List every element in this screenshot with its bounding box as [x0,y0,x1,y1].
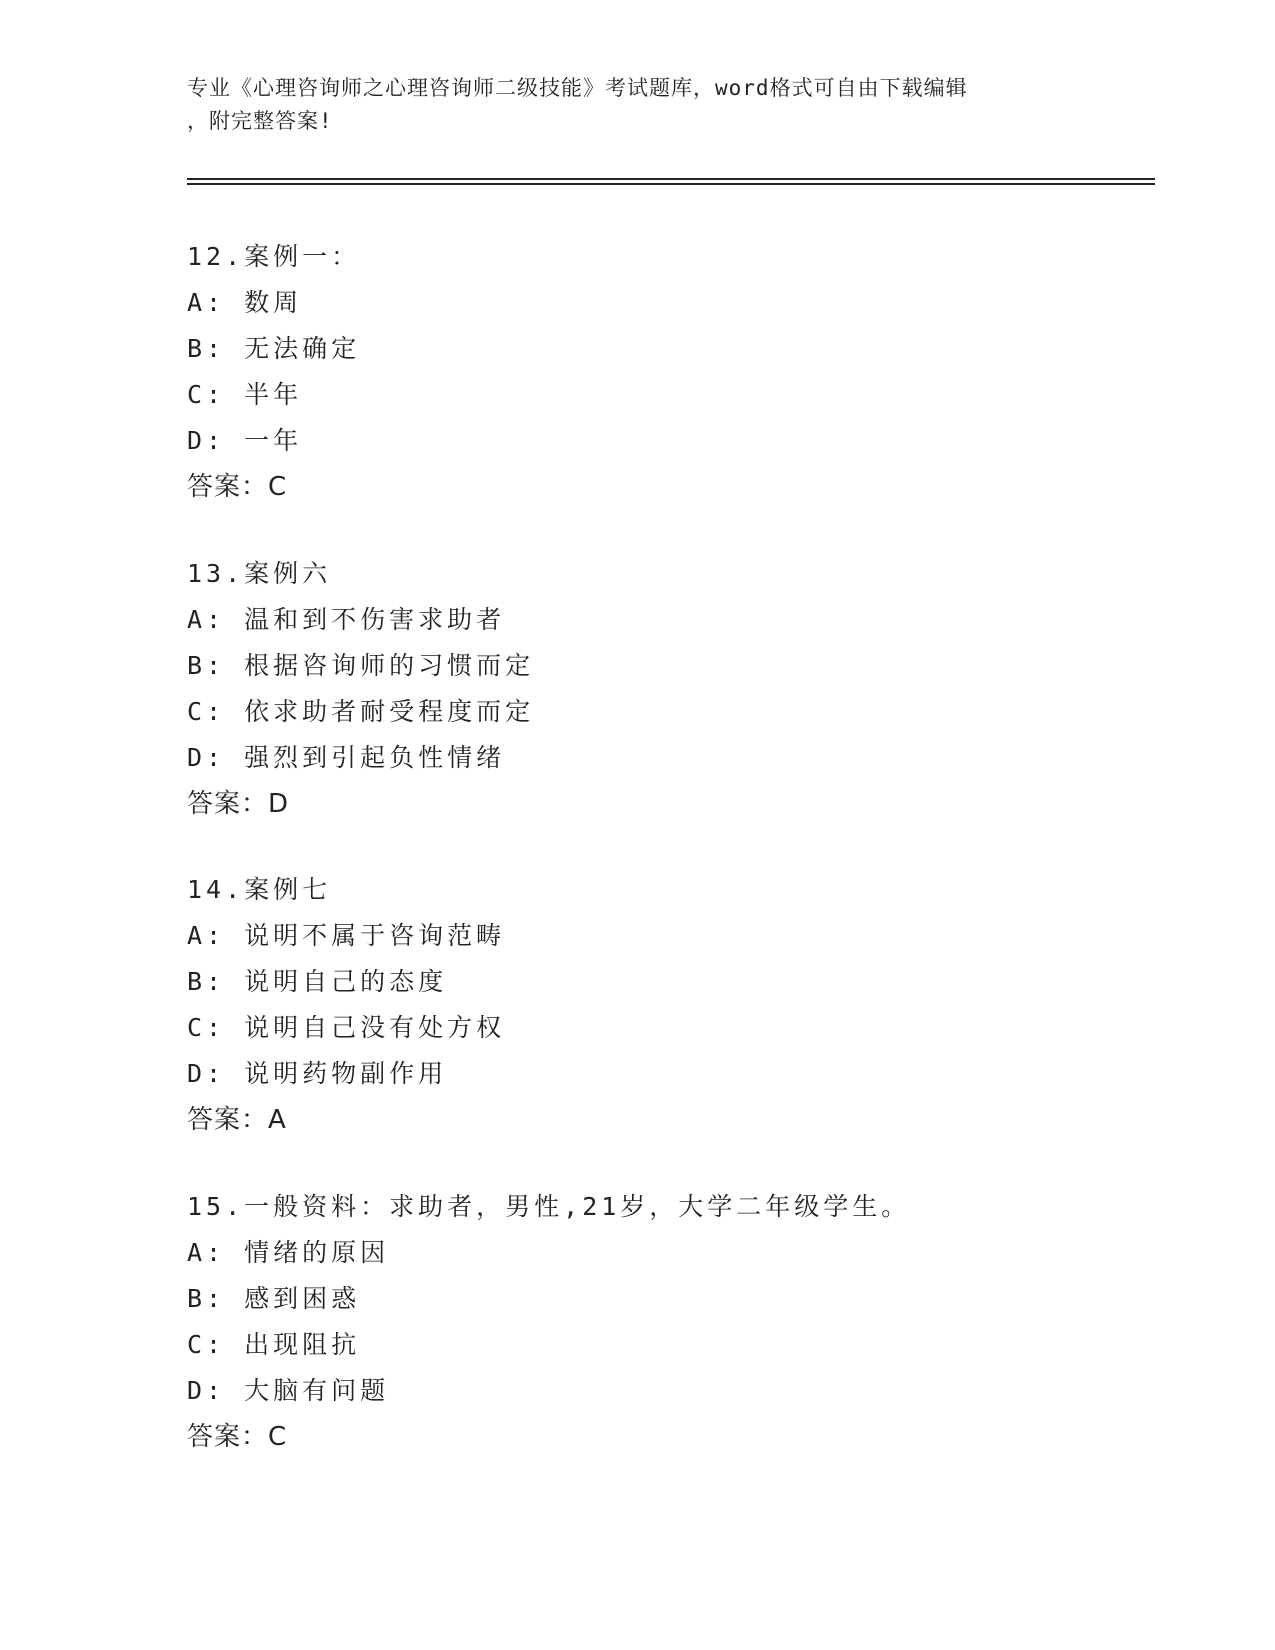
option-b: B: 无法确定 [187,334,361,363]
option-b: B: 感到困惑 [187,1284,361,1313]
question-stem: 13.案例六 [187,559,332,588]
question-12 [187,234,1087,510]
question-13 [187,551,1087,827]
header-line-2: ，附完整答案! [187,109,333,133]
option-c: C: 说明自己没有处方权 [187,1013,506,1042]
header-divider-top [187,178,1155,180]
option-d: D: 说明药物副作用 [187,1059,448,1088]
option-d: D: 强烈到引起负性情绪 [187,743,506,772]
option-d: D: 一年 [187,426,303,455]
answer-key: 答案：C [187,1422,288,1452]
option-a: A: 说明不属于咨询范畴 [187,921,506,950]
option-a: A: 数周 [187,288,303,317]
option-a: A: 温和到不伤害求助者 [187,605,506,634]
header-divider-bottom [187,183,1155,185]
answer-key: 答案：A [187,1105,287,1135]
answer-key: 答案：D [187,789,290,819]
answer-key: 答案：C [187,472,288,502]
header-line-1: 专业《心理咨询师之心理咨询师二级技能》考试题库，word格式可自由下载编辑 [187,76,968,100]
option-d: D: 大脑有问题 [187,1376,390,1405]
option-a: A: 情绪的原因 [187,1238,390,1267]
document-header [187,72,1087,138]
question-stem: 12.案例一： [187,242,361,271]
option-c: C: 出现阻抗 [187,1330,361,1359]
question-14 [187,867,1087,1143]
option-b: B: 根据咨询师的习惯而定 [187,651,535,680]
option-c: C: 依求助者耐受程度而定 [187,697,535,726]
option-c: C: 半年 [187,380,303,409]
question-stem: 15.一般资料：求助者，男性,21岁，大学二年级学生。 [187,1192,911,1221]
question-stem: 14.案例七 [187,875,332,904]
question-15 [187,1184,1087,1460]
option-b: B: 说明自己的态度 [187,967,448,996]
